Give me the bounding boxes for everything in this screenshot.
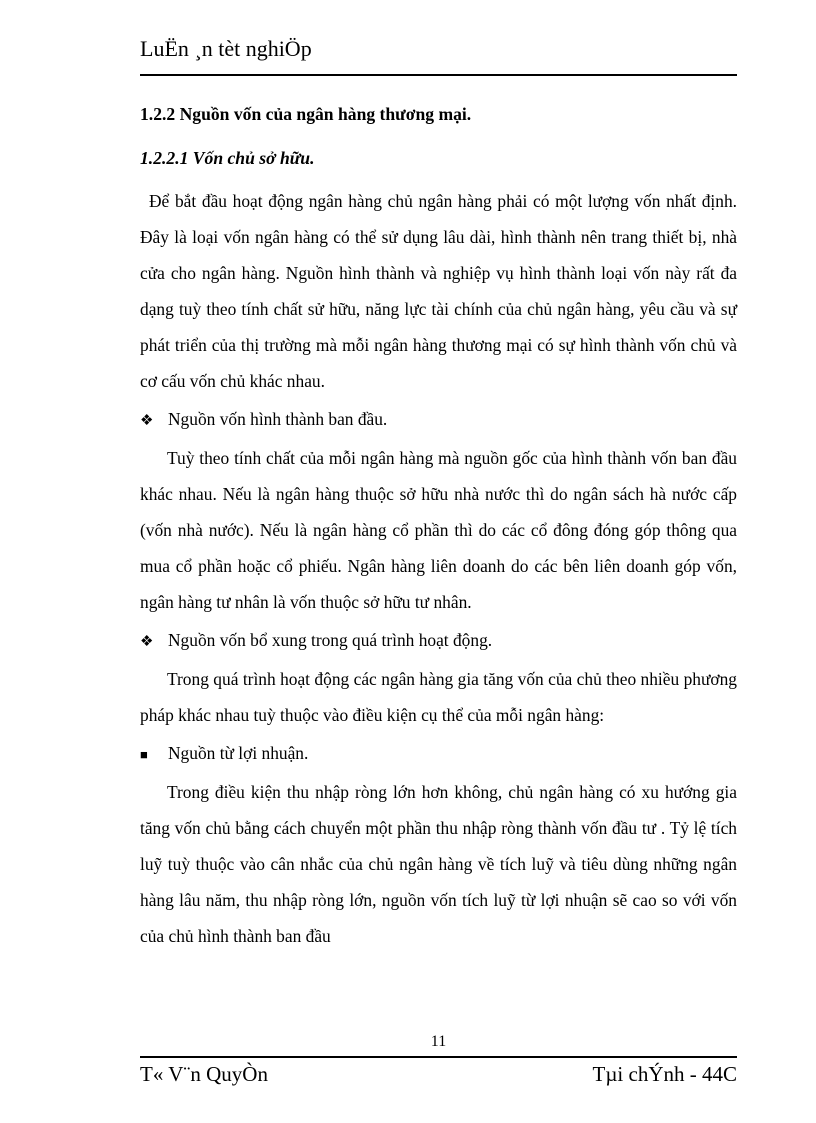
page-footer [140, 1033, 737, 1088]
footer-row [140, 1058, 737, 1088]
bullet-item [140, 735, 737, 773]
diamond-bullet-icon: ❖ [140, 413, 154, 429]
bullet-label: Nguồn từ lợi nhuận. [168, 743, 309, 763]
bullet-item [140, 401, 737, 439]
bullet-label: Nguồn vốn bổ xung trong quá trình hoạt động. [168, 630, 493, 650]
page-header [140, 34, 737, 70]
bullet-label: Nguồn vốn hình thành ban đầu. [168, 409, 388, 429]
paragraph: Tuỳ theo tính chất của mỗi ngân hàng mà nguồn gốc của hình thành vốn ban đầu khác nhau. Nếu là ngân hàng thuộc sở hữu nhà nước thì do ngân sách hà nước cấp (vốn nhà nước). Nếu là ngân hàng cổ phần thì do các cổ đông đóng góp thông qua mua cổ phần hoặc cổ phiếu. Ngân hàng liên doanh do các bên liên doanh góp vốn, ngân hàng tư nhân là vốn thuộc sở hữu tư nhân. [140, 448, 737, 612]
section-heading: 1.2.2 Nguồn vốn của ngân hàng thương mại. [140, 104, 472, 124]
paragraph: Trong điều kiện thu nhập ròng lớn hơn không, chủ ngân hàng có xu hướng gia tăng vốn chủ bằng cách chuyển một phần thu nhập ròng thành vốn đầu tư . Tỷ lệ tích luỹ tuỳ thuộc vào cân nhắc của chủ ngân hàng về tích luỹ và tiêu dùng những ngân hàng lâu năm, thu nhập ròng lớn, nguồn vốn tích luỹ từ lợi nhuận sẽ cao so với vốn của chủ hình thành ban đầu [140, 782, 737, 946]
footer-class: Tµi chÝnh - 44C [592, 1062, 737, 1086]
subsection-heading: 1.2.2.1 Vốn chủ sở hữu. [140, 148, 315, 168]
bullet-item [140, 622, 737, 660]
footer-page-number: 11 [430, 1033, 447, 1050]
square-bullet-icon: ■ [140, 747, 148, 762]
header-rule [140, 74, 737, 76]
diamond-bullet-icon: ❖ [140, 634, 154, 650]
footer-author: T« V¨n QuyÒn [140, 1062, 268, 1086]
document-body [140, 96, 737, 956]
paragraph: Trong quá trình hoạt động các ngân hàng gia tăng vốn của chủ theo nhiều phương pháp khác nhau tuỳ thuộc vào điều kiện cụ thể của mỗi ngân hàng: [140, 669, 737, 725]
paragraph: Để bắt đầu hoạt động ngân hàng chủ ngân hàng phải có một lượng vốn nhất định. Đây là loại vốn ngân hàng có thể sử dụng lâu dài, hình thành nên trang thiết bị, nhà cửa cho ngân hàng. Nguồn hình thành và nghiệp vụ hình thành loại vốn này rất đa dạng tuỳ theo tính chất sử hữu, năng lực tài chính của chủ ngân hàng, yêu cầu và sự phát triển của thị trường mà mỗi ngân hàng thương mại có sự hình thành vốn chủ và cơ cấu vốn chủ khác nhau. [140, 191, 737, 391]
header-title: LuËn ¸n tèt nghiÖp [140, 36, 312, 61]
